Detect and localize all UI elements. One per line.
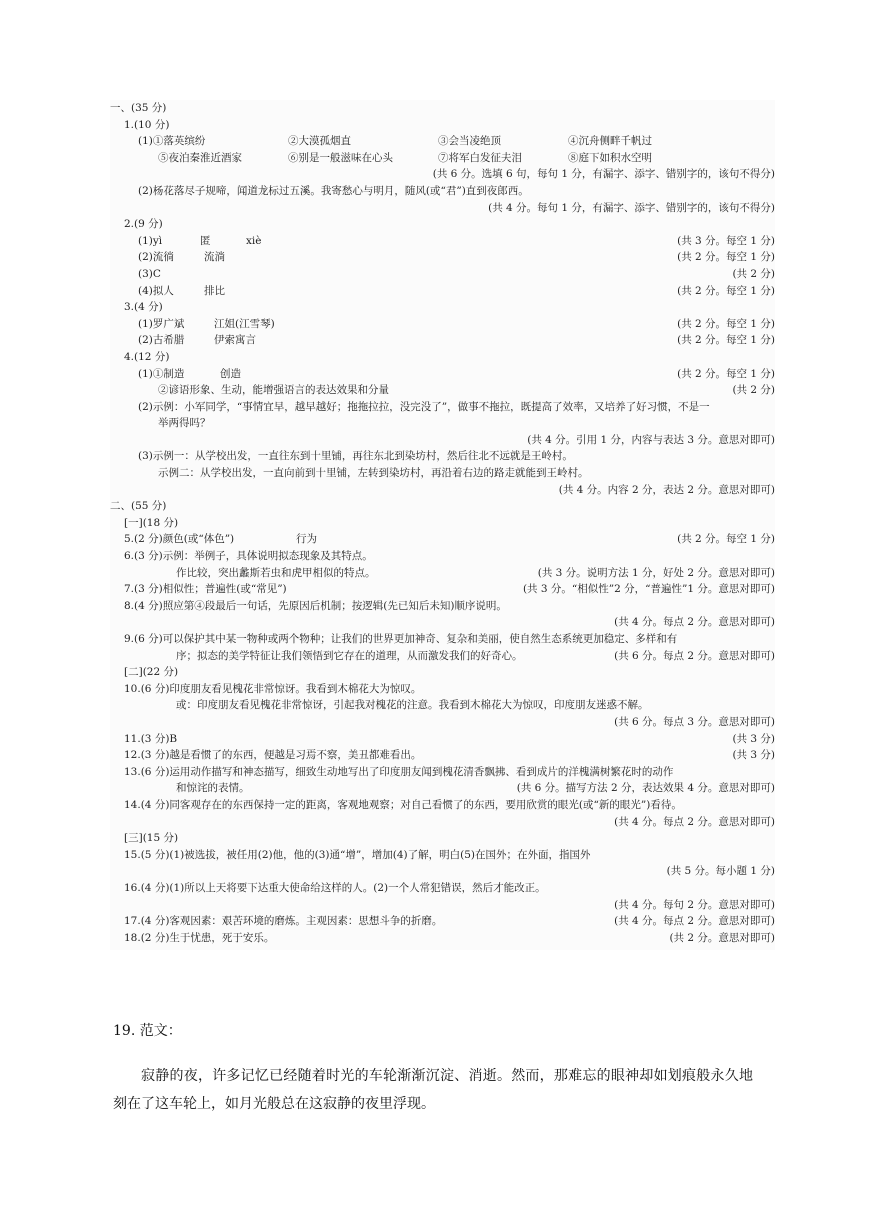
essay-paragraph: 寂静的夜，许多记忆已经随着时光的车轮渐渐沉淀、消逝。然而，那难忘的眼神却如划痕般永久地刻在了这车轮上，如月光般总在这寂静的夜里浮现。: [113, 1068, 753, 1112]
q3-1: (1)罗广斌 江姐(江雪琴) (共 2 分。每空 1 分): [138, 317, 775, 330]
q2-3: (3)C (共 2 分): [138, 267, 775, 280]
q14: 14.(4 分)同客观存在的东西保持一定的距离，客观地观察；对自己看惯了的东西，要用欣赏的眼光(或“新的眼光”)看待。: [124, 798, 682, 811]
q4-2-line2: 举两得吗？: [158, 417, 211, 430]
q4-1: (1)①制造 创造 (共 2 分。每空 1 分): [138, 367, 775, 380]
q4-3-score: (共 4 分。内容 2 分，表达 2 分。意思对即可): [558, 483, 775, 496]
q16: 16.(4 分)(1)所以上天将要下达重大使命给这样的人。(2)一个人常犯错误，然后才能改正。: [124, 881, 546, 894]
q8: 8.(4 分)照应第④段最后一句话，先原因后机制；按逻辑(先已知后未知)顺序说明。: [124, 599, 507, 612]
section3-heading: [三](15 分): [124, 832, 179, 845]
section1-heading: [一](18 分): [124, 516, 179, 529]
model-essay: [113, 1020, 753, 1118]
q14-score: (共 4 分。每点 2 分。意思对即可): [614, 815, 775, 828]
q2-2: (2)流徜 流淌 (共 2 分。每空 1 分): [138, 251, 775, 264]
q1-heading: 1.(10 分): [124, 118, 170, 131]
q4-heading: 4.(12 分): [124, 350, 170, 363]
q2-heading: 2.(9 分): [124, 218, 163, 231]
answer-key-scan: [110, 100, 775, 950]
q1-2-score: (共 4 分。每句 1 分，有漏字、添字、错别字的，该句不得分): [488, 201, 775, 214]
q9-line1: 9.(6 分)可以保护其中某一物种或两个物种；让我们的世界更加神奇、复杂和美丽，使自然生态系统更加稳定、多样和有: [124, 633, 678, 645]
q4-2-line1: (2)示例：小军同学，“事情宜早，越早越好；拖拖拉拉，没完没了”，做事不拖拉，既提高了效率，又培养了好习惯，不是一: [138, 400, 710, 413]
q12: 12.(3 分)越是看惯了的东西，便越是习焉不察，美丑都难看出。 (共 3 分): [124, 749, 775, 762]
q3-heading: 3.(4 分): [124, 301, 163, 314]
q4-3-example2: 示例二：从学校出发，一直向前到十里铺，左转到染坊村，再沿着右边的路走就能到王岭村。: [158, 467, 589, 480]
q6-line1: 6.(3 分)示例：举例子，具体说明拟态现象及其特点。: [124, 550, 373, 563]
q13-line2: 和惊诧的表情。 (共 6 分。描写方法 2 分，表达效果 4 分。意思对即可): [176, 782, 775, 795]
part2-heading: 二、(55 分): [110, 500, 167, 513]
q2-1: (1)yì 匿 xiè (共 3 分。每空 1 分): [138, 234, 775, 247]
q10-line2: 或：印度朋友看见槐花非常惊讶，引起我对槐花的注意。我看到木棉花大为惊叹，印度朋友迷惑不解。: [176, 699, 649, 712]
q15: 15.(5 分)(1)被选拔，被任用(2)他，他的(3)通“增”，增加(4)了解，明白(5)在国外；在外面，指国外: [124, 848, 591, 861]
q16-score: (共 4 分。每句 2 分。意思对即可): [614, 898, 775, 911]
section2-heading: [二](22 分): [124, 666, 179, 679]
q6-line2: 作比较，突出蠡斯若虫和虎甲相似的特点。 (共 3 分。说明方法 1 分，好处 2 分。意思对即可): [176, 566, 775, 579]
q13-line1: 13.(6 分)运用动作描写和神态描写，细致生动地写出了印度朋友闻到槐花清香飘拂、看到成片的洋槐满树繁花时的动作: [124, 765, 674, 778]
q1-1-score: (共 6 分。选填 6 句，每句 1 分，有漏字、添字、错别字的，该句不得分): [432, 168, 775, 181]
q4-1-2: ②谚语形象、生动，能增强语言的表达效果和分量 (共 2 分): [158, 384, 775, 397]
q4-3-example1: (3)示例一：从学校出发，一直往东到十里铺，再往东北到染坊村，然后往北不远就是王岭村。: [138, 450, 573, 463]
q15-score: (共 5 分。每小题 1 分): [666, 865, 775, 878]
q2-4: (4)拟人 排比 (共 2 分。每空 1 分): [138, 284, 775, 297]
essay-heading: 19. 范文：: [113, 1023, 182, 1039]
q4-2-score: (共 4 分。引用 1 分，内容与表达 3 分。意思对即可): [527, 433, 775, 446]
q3-2: (2)古希腊 伊索寓言 (共 2 分。每空 1 分): [138, 334, 775, 347]
q18: 18.(2 分)生于忧患，死于安乐。 (共 2 分。意思对即可): [124, 931, 775, 944]
q1-1-row1: (1)①落英缤纷 ②大漠孤烟直 ③会当凌绝顶 ④沉舟侧畔千帆过: [138, 135, 652, 148]
q11: 11.(3 分)B (共 3 分): [124, 732, 775, 745]
q7: 7.(3 分)相似性；普遍性(或“常见”) (共 3 分。“相似性”2 分，“普遍性”1 分。意思对即可): [124, 583, 775, 596]
q1-1-row2: ⑤夜泊秦淮近酒家 ⑥别是一般滋味在心头 ⑦将军白发征夫泪 ⑧庭下如积水空明: [158, 151, 652, 164]
q17: 17.(4 分)客观因素：艰苦环境的磨炼。主观因素：思想斗争的折磨。 (共 4 分。每点 2 分。意思对即可): [124, 915, 775, 928]
q10-line1: 10.(6 分)印度朋友看见槐花非常惊讶。我看到木棉花大为惊叹。: [124, 682, 422, 695]
q1-2: (2)杨花落尽子规啼，闻道龙标过五溪。我寄愁心与明月，随风(或“君”)直到夜郎西。: [138, 184, 529, 197]
q5: 5.(2 分)颜色(或“体色”) 行为 (共 2 分。每空 1 分): [124, 533, 775, 546]
q8-score: (共 4 分。每点 2 分。意思对即可): [614, 616, 775, 629]
part1-heading: 一、(35 分): [110, 102, 167, 114]
q10-score: (共 6 分。每点 3 分。意思对即可): [614, 715, 775, 728]
q9-line2: 序；拟态的美学特征让我们领悟到它存在的道理，从而激发我们的好奇心。 (共 6 分。每点 2 分。意思对即可): [176, 649, 775, 662]
